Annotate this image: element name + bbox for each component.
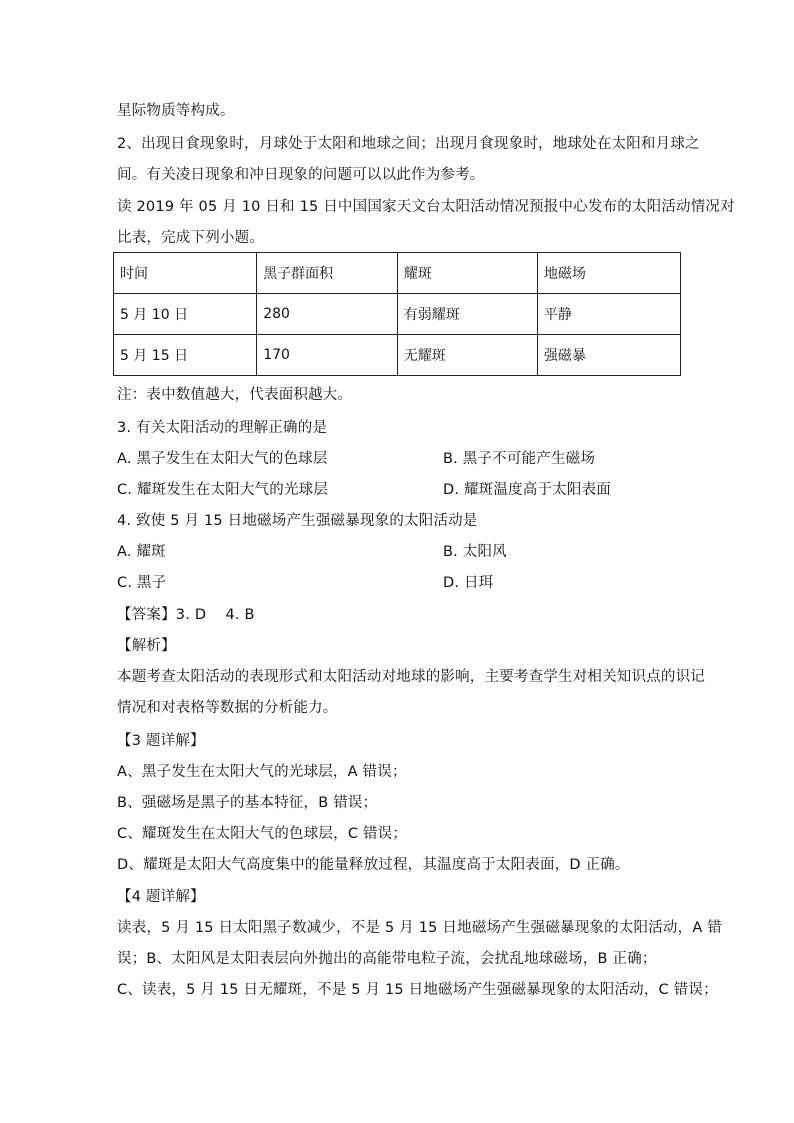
q3-option-b: B. 黑子不可能产生磁场 [443,451,596,467]
table-cell: 170 [257,335,398,376]
q3-detail-line: A、黑子发生在太阳大气的光球层，A 错误； [117,764,407,780]
q4-option-c: C. 黑子 [117,575,167,591]
q3-detail-line: C、耀斑发生在太阳大气的色球层，C 错误； [117,826,408,842]
q4-detail-line: C、读表，5 月 15 日无耀斑，不是 5 月 15 日地磁场产生强磁暴现象的太阳活动，C 错误； [117,982,718,998]
table-cell: 强磁暴 [537,335,680,376]
q4-detail-line: 误；B、太阳风是太阳表层向外抛出的高能带电粒子流，会扰乱地球磁场，B 正确； [117,951,657,967]
analysis-line-1: 本题考查太阳活动的表现形式和太阳活动对地球的影响，主要考查学生对相关知识点的识记 [117,669,705,685]
table-cell: 有弱耀斑 [397,294,537,335]
table-cell: 5 月 10 日 [114,294,257,335]
table-header-row [114,253,681,294]
q4-option-d: D. 日珥 [443,575,494,591]
table-row [114,294,681,335]
table-row [114,335,681,376]
intro-line-1: 星际物质等构成。 [117,103,235,119]
q3-detail-line: B、强磁场是黑子的基本特征，B 错误； [117,795,378,811]
analysis-line-2: 情况和对表格等数据的分析能力。 [117,700,338,716]
table-cell: 无耀斑 [397,335,537,376]
answer-line: 【答案】3. D 4. B [117,607,255,623]
q4-option-a: A. 耀斑 [117,544,166,560]
table-cell: 280 [257,294,398,335]
q4-option-b: B. 太阳风 [443,544,507,560]
table-cell: 5 月 15 日 [114,335,257,376]
table-header-cell: 黑子群面积 [257,253,398,294]
intro-line-2: 2、出现日食现象时，月球处于太阳和地球之间；出现月食现象时，地球处在太阳和月球之 [117,136,700,152]
table-header-cell: 地磁场 [537,253,680,294]
q3-option-d: D. 耀斑温度高于太阳表面 [443,482,611,498]
q4-detail-title: 【4 题详解】 [117,889,205,905]
analysis-title: 【解析】 [117,638,176,654]
table-note: 注：表中数值越大，代表面积越大。 [117,387,353,403]
question-3-stem: 3. 有关太阳活动的理解正确的是 [117,420,328,436]
q3-detail-line: D、耀斑是太阳大气高度集中的能量释放过程，其温度高于太阳表面，D 正确。 [117,857,630,873]
table-header-cell: 耀斑 [397,253,537,294]
intro-line-3: 间。有关凌日现象和冲日现象的问题可以以此作为参考。 [117,167,485,183]
table-header-cell: 时间 [114,253,257,294]
table-cell: 平静 [537,294,680,335]
q3-detail-title: 【3 题详解】 [117,733,205,749]
q3-option-a: A. 黑子发生在太阳大气的色球层 [117,451,328,467]
solar-activity-table [113,252,681,376]
q3-option-c: C. 耀斑发生在太阳大气的光球层 [117,482,329,498]
intro-line-5: 比表，完成下列小题。 [117,230,264,246]
intro-line-4: 读 2019 年 05 月 10 日和 15 日中国国家天文台太阳活动情况预报中心发布的太阳活动情况对 [117,199,735,215]
question-4-stem: 4. 致使 5 月 15 日地磁场产生强磁暴现象的太阳活动是 [117,513,478,529]
q4-detail-line: 读表，5 月 15 日太阳黑子数减少，不是 5 月 15 日地磁场产生强磁暴现象的太阳活动，A 错 [117,920,722,936]
